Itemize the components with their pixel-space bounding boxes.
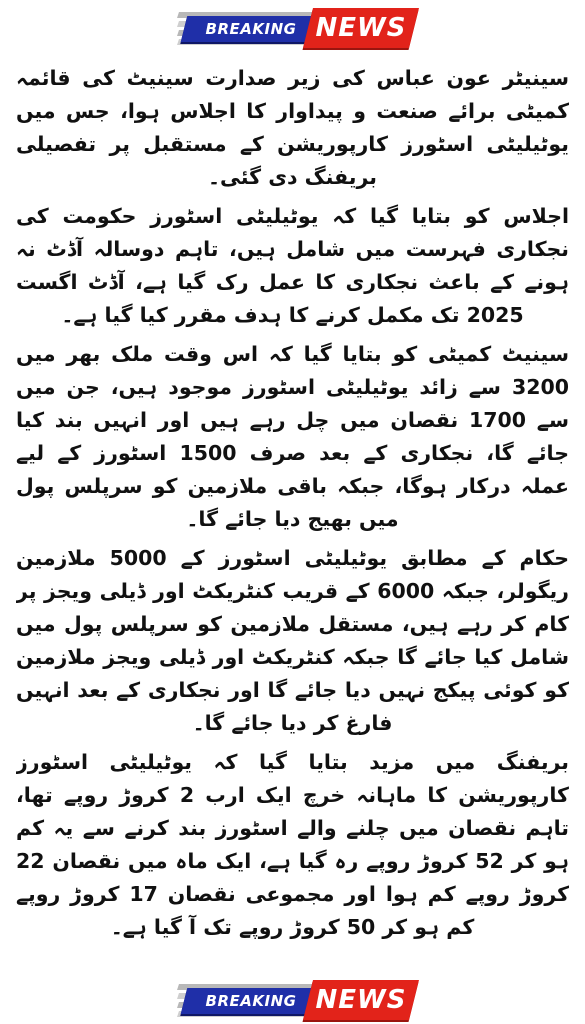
news-label: NEWS xyxy=(315,985,407,1015)
news-article xyxy=(16,62,569,964)
article-paragraph-3: سینیٹ کمیٹی کو بتایا گیا کہ اس وقت ملک بھر میں 3200 سے زائد یوٹیلیٹی اسٹورز موجود ہیں، جن میں سے 1700 نقصان میں چل رہے ہیں اور انہیں بند کیا جائے گا، نجکاری کے بعد صرف 1500 اسٹورز کے لیے عملہ درکار ہوگا، جبکہ باقی ملازمین کو سرپلس پول میں بھیج دیا جائے گا۔ xyxy=(16,342,569,531)
breaking-news-logo xyxy=(178,8,414,48)
breaking-news-logo xyxy=(178,980,414,1020)
breaking-label: BREAKING xyxy=(205,992,297,1010)
breaking-news-banner-top xyxy=(0,0,585,52)
news-label: NEWS xyxy=(315,13,407,43)
article-paragraph-4: حکام کے مطابق یوٹیلیٹی اسٹورز کے 5000 ملازمین ریگولر، جبکہ 6000 کے قریب کنٹریکٹ اور ڈیلی ویجز پر کام کر رہے ہیں، مستقل ملازمین کو سرپلس پول میں شامل کیا جائے گا جبکہ کنٹریکٹ اور ڈیلی ویجز ملازمین کو کوئی پیکج نہیں دیا جائے گا اور نجکاری کے بعد انہیں فارغ کر دیا جائے گا۔ xyxy=(16,546,569,735)
breaking-label: BREAKING xyxy=(205,20,297,38)
article-paragraph-1: سینیٹر عون عباس کی زیر صدارت سینیٹ کی قائمہ کمیٹی برائے صنعت و پیداوار کا اجلاس ہوا، جس میں یوٹیلیٹی اسٹورز کارپوریشن کے مستقبل پر تفصیلی بریفنگ دی گئی۔ xyxy=(16,66,569,189)
article-paragraph-5: بریفنگ میں مزید بتایا گیا کہ یوٹیلیٹی اسٹورز کارپوریشن کا ماہانہ خرچ ایک ارب 2 کروڑ روپے تھا، تاہم نقصان میں چلنے والے اسٹورز بند کرنے سے یہ کم ہو کر 52 کروڑ روپے رہ گیا ہے، ایک ماہ میں نقصان 22 کروڑ روپے کم ہوا اور مجموعی نقصان 17 کروڑ روپے کم ہو کر 50 کروڑ روپے تک آ گیا ہے۔ xyxy=(16,750,569,939)
article-paragraph-2: اجلاس کو بتایا گیا کہ یوٹیلیٹی اسٹورز حکومت کی نجکاری فہرست میں شامل ہیں، تاہم دوسالہ آڈٹ نہ ہونے کے باعث نجکاری کا عمل رک گیا ہے، آڈٹ اگست 2025 تک مکمل کرنے کا ہدف مقرر کیا گیا ہے۔ xyxy=(16,204,569,327)
breaking-news-banner-bottom xyxy=(0,972,585,1024)
